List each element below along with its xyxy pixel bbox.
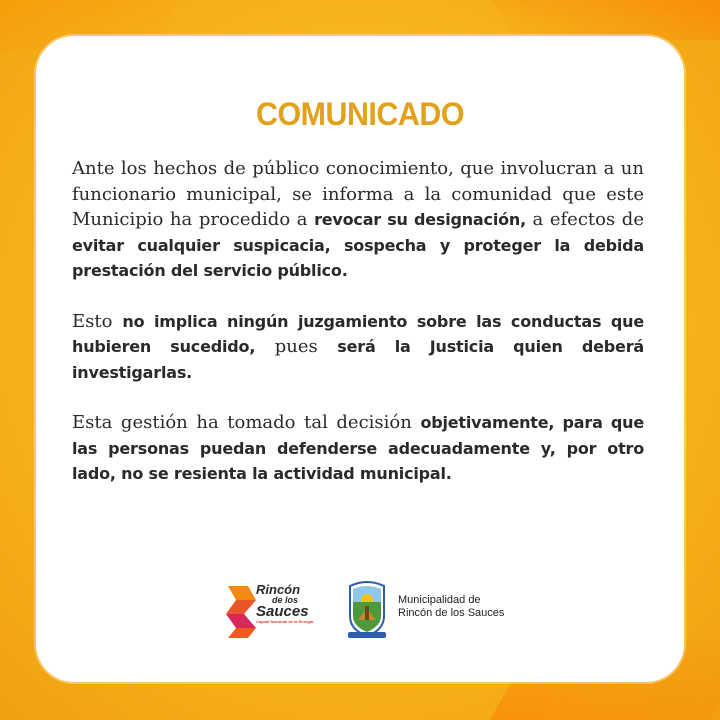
paragraph-2 <box>72 309 644 386</box>
rincon-logo-wordmark: Rincón de los Sauces Capital Nacional de la Energía <box>256 582 314 624</box>
municipal-shield-emblem-icon <box>344 580 390 640</box>
bold-text-run: revocar su designación, <box>314 210 526 229</box>
rincon-de-los-sauces-logo <box>226 580 336 644</box>
text-run: pues <box>255 336 338 357</box>
bold-text-run: objetivamente, para que las personas puedan defenderse adecuadamente y, por otro lado, no se resienta la actividad municipal. <box>72 413 645 483</box>
paragraph-3 <box>72 410 644 487</box>
arrow-chevron-icon <box>226 582 258 640</box>
announcement-card <box>36 36 684 682</box>
announcement-body <box>72 156 644 512</box>
text-run: a efectos de <box>525 209 644 230</box>
paragraph-1 <box>72 156 644 284</box>
page-title: COMUNICADO <box>255 96 465 132</box>
text-run: Esta gestión ha tomado tal decisión <box>72 412 421 433</box>
bold-text-run: será la Justicia quien deberá investigarlas. <box>72 337 644 382</box>
footer-logos <box>226 580 526 644</box>
text-run: Ante los hechos de público conocimiento, que involucran a un funcionario municipal, se informa a la comunidad que este Municipio ha procedido a <box>72 158 644 230</box>
corner-decoration-top-right <box>486 0 720 40</box>
municipality-name: Municipalidad de Rincón de los Sauces <box>398 594 505 619</box>
bold-text-run: evitar cualquier suspicacia, sospecha y proteger la debida prestación del servicio público. <box>72 235 644 280</box>
bold-text-run: no implica ningún juzgamiento sobre las conductas que hubieren sucedido, <box>72 311 644 356</box>
text-run: Esto <box>72 310 123 332</box>
